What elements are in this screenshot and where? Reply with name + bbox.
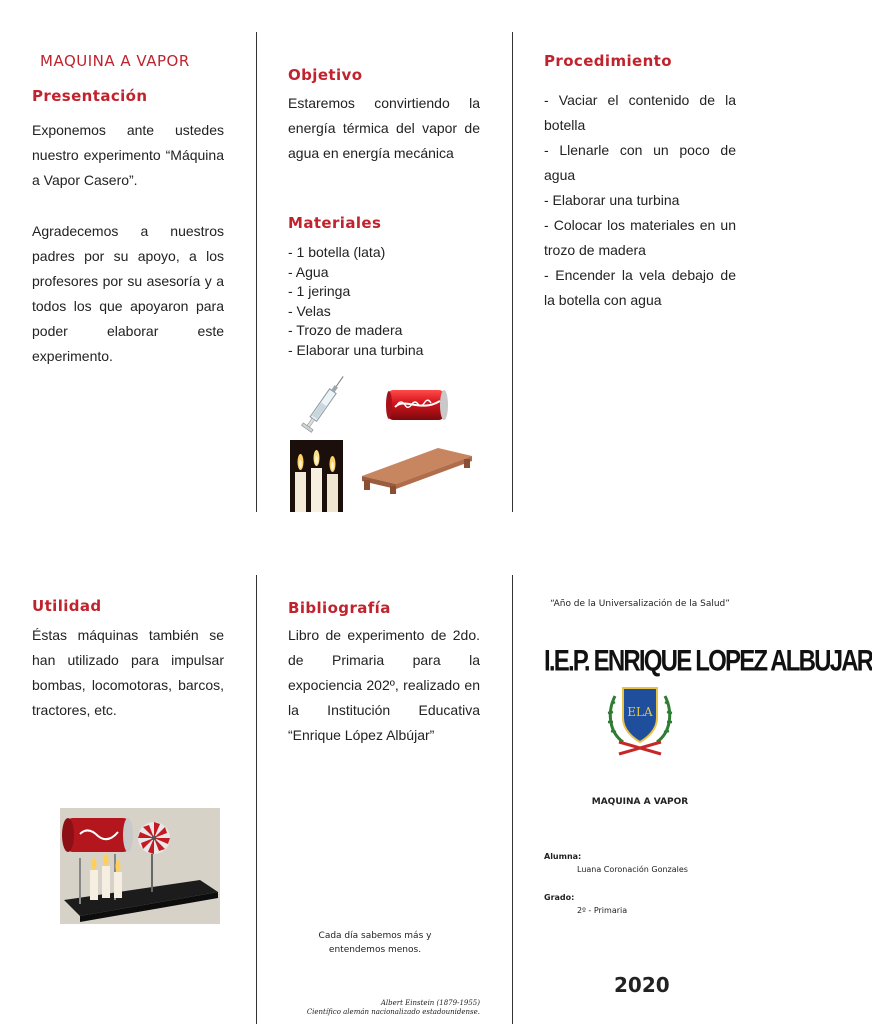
utility-heading: Utilidad <box>32 597 102 615</box>
list-item: - Colocar los materiales en un trozo de madera <box>544 217 736 258</box>
list-item: - Velas <box>288 302 331 319</box>
list-item: - Agua <box>288 263 329 280</box>
list-item: - 1 botella (lata) <box>288 244 386 260</box>
list-item: - Llenarle con un poco de agua <box>544 142 736 183</box>
wood-board-image <box>356 438 476 494</box>
presentation-paragraph-1: Exponemos ante ustedes nuestro experimento “Máquina a Vapor Casero”. <box>32 122 224 188</box>
objective-heading: Objetivo <box>288 66 363 84</box>
presentation-paragraph-2: Agradecemos a nuestros padres por su apoyo, a los profesores por su asesoría y a todos los que apoyaron para poder elaborar este experimento. <box>32 223 224 364</box>
quote-author-description: Científico alemán nacionalizado estadounidense. <box>306 1008 480 1016</box>
procedure-heading: Procedimiento <box>544 52 672 70</box>
school-name: I.E.P. ENRIQUE LOPEZ ALBUJAR <box>544 644 872 678</box>
list-item: - Vaciar el contenido de la botella <box>544 92 736 133</box>
student-name: Luana Coronación Gonzales <box>577 865 688 874</box>
quote-text: Cada día sabemos más y entendemos menos. <box>318 931 432 955</box>
divider-bottom-2 <box>512 575 513 1024</box>
materials-list <box>288 243 488 360</box>
year-motto: “Año de la Universalización de la Salud” <box>550 599 730 609</box>
steam-engine-photo <box>60 808 220 924</box>
syringe-image <box>300 366 352 436</box>
list-item: - Elaborar una turbina <box>544 192 680 208</box>
presentation-heading: Presentación <box>32 87 148 105</box>
list-item: - Elaborar una turbina <box>288 341 424 358</box>
grade-value: 2º - Primaria <box>577 906 628 915</box>
logo-letters: ELA <box>627 705 653 719</box>
bibliography-heading: Bibliografía <box>288 599 391 617</box>
quote-author: Albert Einstein (1879-1955) <box>380 999 480 1007</box>
utility-paragraph: Éstas máquinas también se han utilizado para impulsar bombas, locomotoras, barcos, tractores, etc. <box>32 627 224 718</box>
year-label: 2020 <box>614 973 670 997</box>
project-title: MAQUINA A VAPOR <box>591 797 689 807</box>
school-logo-icon <box>607 682 673 756</box>
divider-bottom-1 <box>256 575 257 1024</box>
objective-paragraph: Estaremos convirtiendo la energía térmica del vapor de agua en energía mecánica <box>288 95 480 161</box>
cola-can-image <box>385 387 449 423</box>
list-item: - Encender la vela debajo de la botella con agua <box>544 267 736 308</box>
panel-title: MAQUINA A VAPOR <box>40 52 190 70</box>
list-item: - Trozo de madera <box>288 322 403 338</box>
bibliography-paragraph: Libro de experimento de 2do. de Primaria para la expociencia 202º, realizado en la Institución Educativa “Enrique López Albújar” <box>288 627 480 743</box>
divider-top-1 <box>256 32 257 512</box>
candles-image <box>290 440 343 512</box>
divider-top-2 <box>512 32 513 512</box>
list-item: - 1 jeringa <box>288 283 351 299</box>
student-label: Alumna: <box>544 852 582 861</box>
grade-label: Grado: <box>544 893 575 902</box>
materials-heading: Materiales <box>288 214 382 232</box>
procedure-steps <box>544 88 736 313</box>
